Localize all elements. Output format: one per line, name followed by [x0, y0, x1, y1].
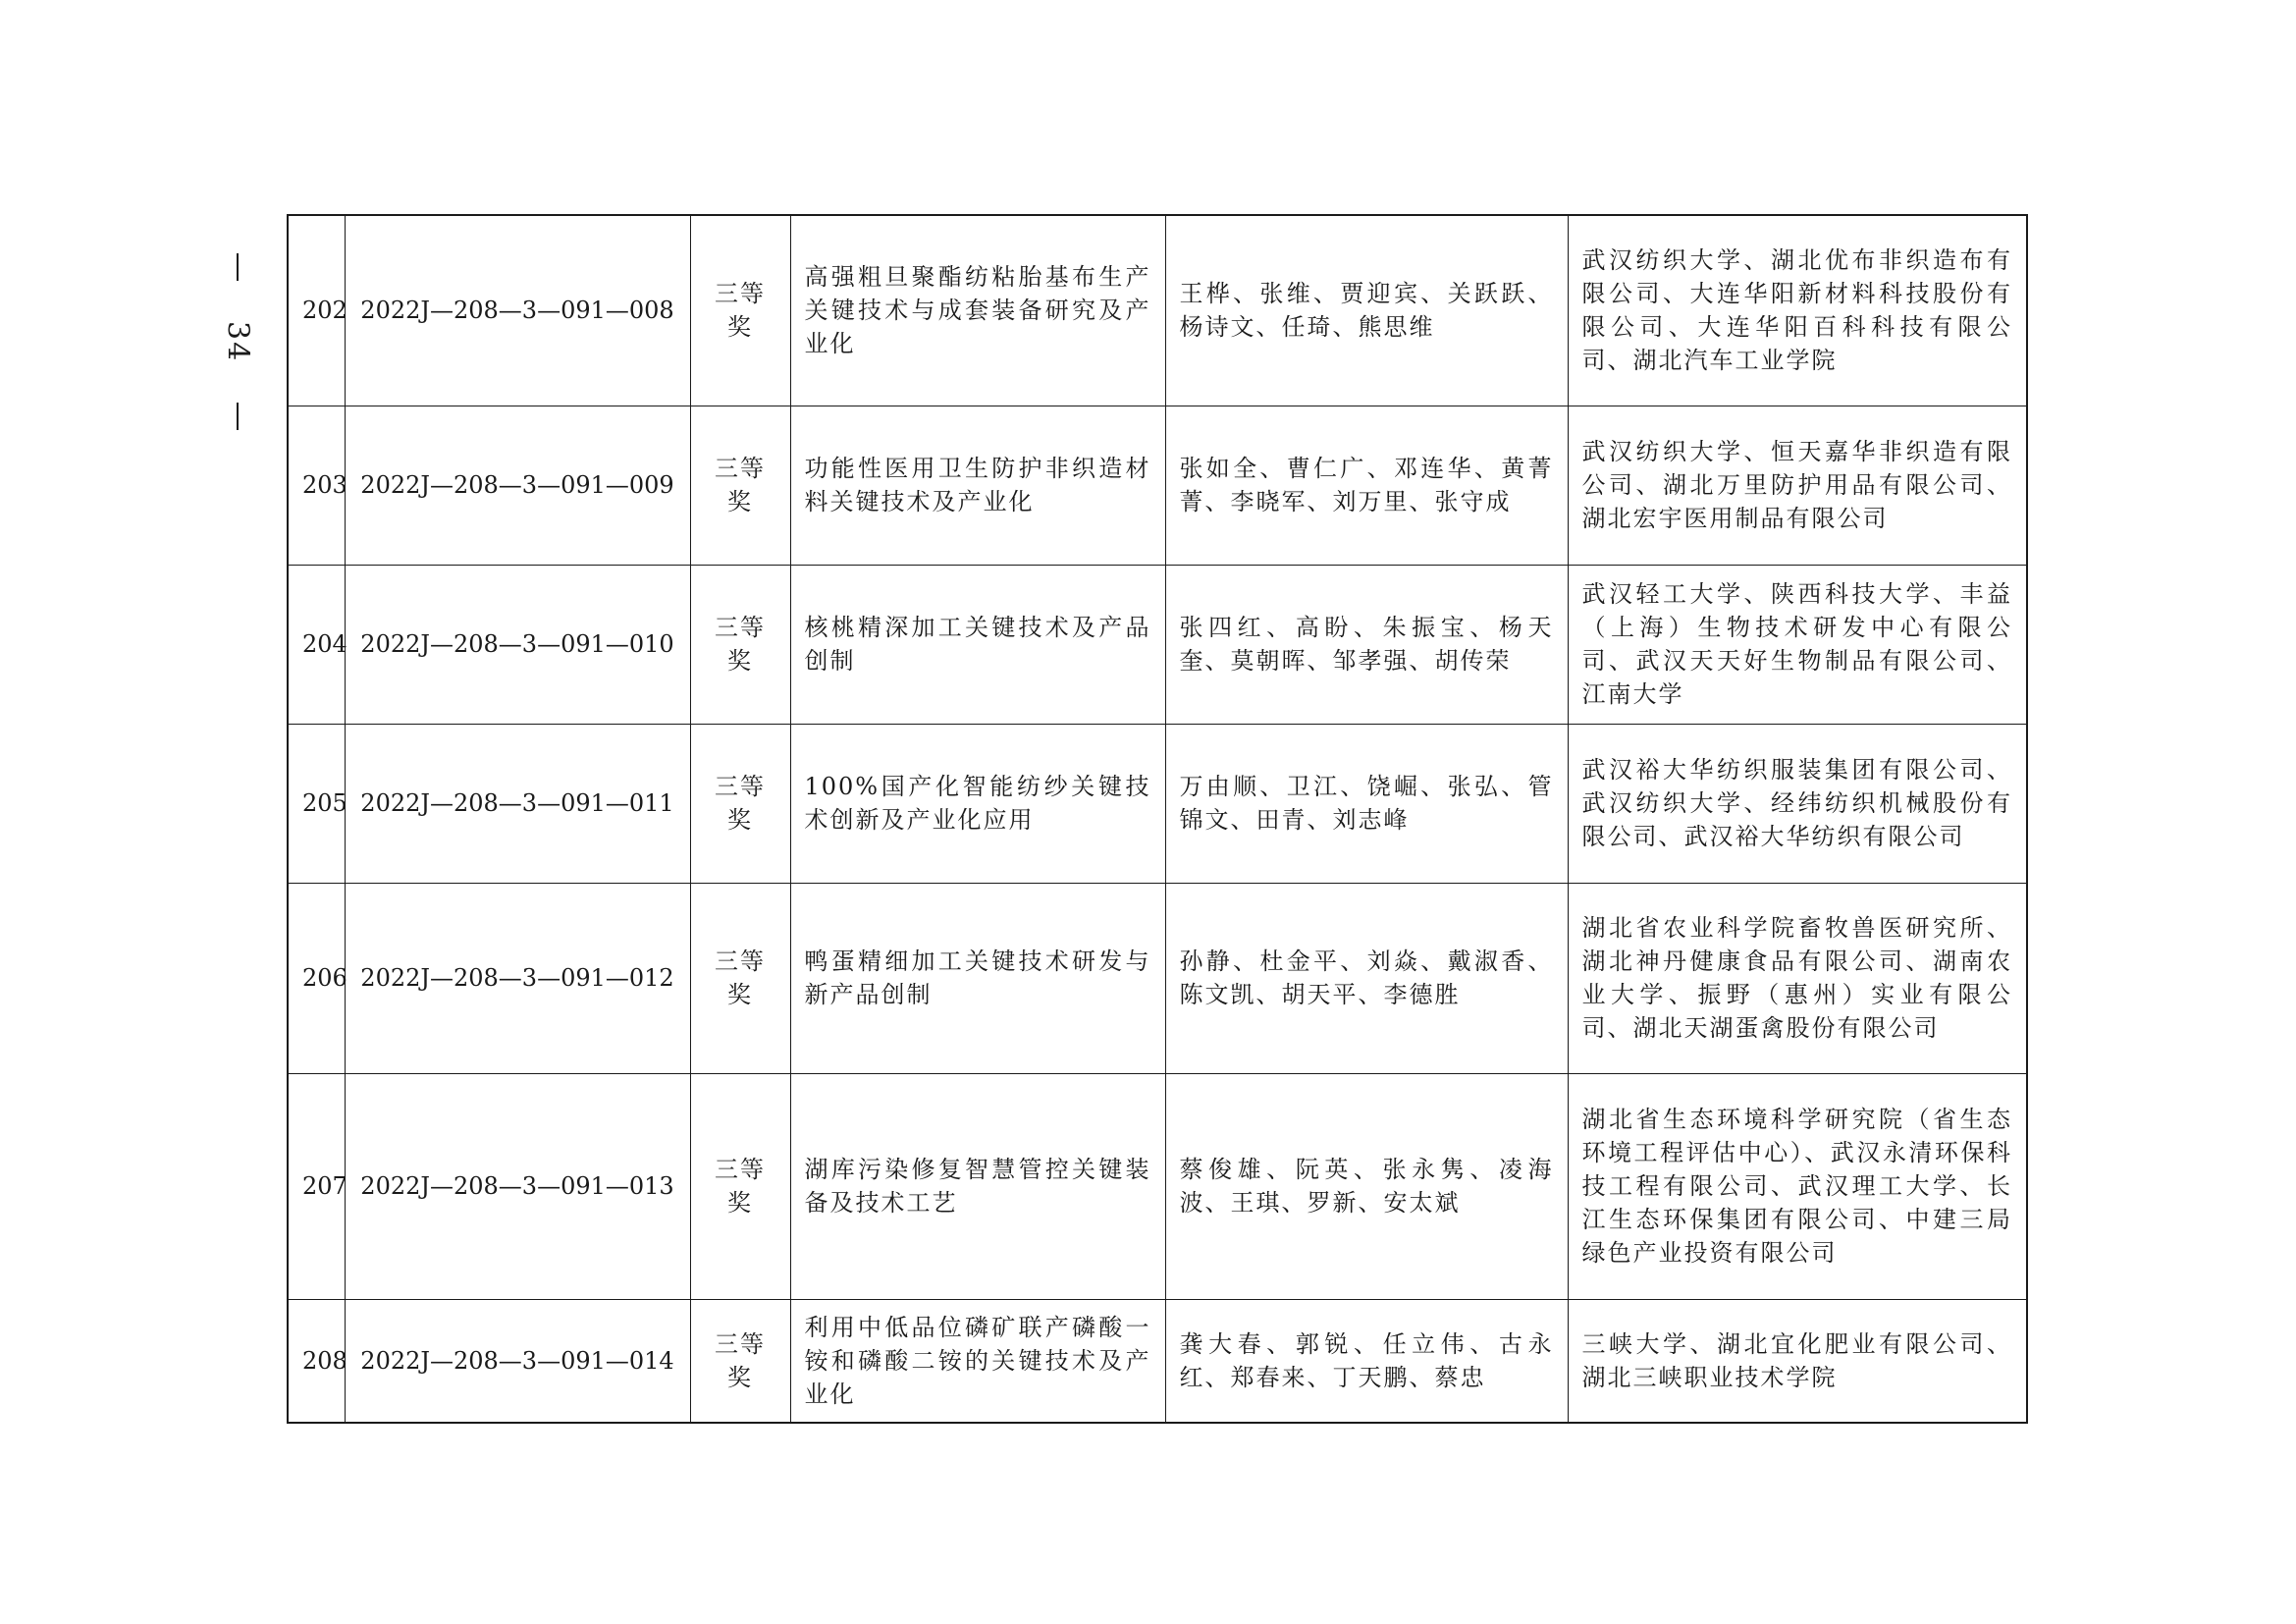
table-row — [288, 215, 2027, 406]
award-grade: 三等奖 — [690, 1073, 790, 1299]
table-row — [288, 1073, 2027, 1299]
award-code: 2022J—208—3—091—014 — [345, 1299, 690, 1423]
row-number: 207 — [288, 1073, 345, 1299]
award-grade: 三等奖 — [690, 883, 790, 1073]
project-name: 功能性医用卫生防护非织造材料关键技术及产业化 — [790, 406, 1165, 565]
completing-units: 湖北省农业科学院畜牧兽医研究所、湖北神丹健康食品有限公司、湖南农业大学、振野（惠州）实业有限公司、湖北天湖蛋禽股份有限公司 — [1568, 883, 2027, 1073]
row-number: 208 — [288, 1299, 345, 1423]
award-code: 2022J—208—3—091—010 — [345, 565, 690, 724]
main-contributors: 孙静、杜金平、刘焱、戴淑香、陈文凯、胡天平、李德胜 — [1165, 883, 1568, 1073]
award-grade: 三等奖 — [690, 215, 790, 406]
table-row — [288, 406, 2027, 565]
project-name: 核桃精深加工关键技术及产品创制 — [790, 565, 1165, 724]
completing-units: 武汉纺织大学、湖北优布非织造布有限公司、大连华阳新材料科技股份有限公司、大连华阳百科科技有限公司、湖北汽车工业学院 — [1568, 215, 2027, 406]
row-number: 206 — [288, 883, 345, 1073]
main-contributors: 蔡俊雄、阮英、张永隽、凌海波、王琪、罗新、安太斌 — [1165, 1073, 1568, 1299]
row-number: 203 — [288, 406, 345, 565]
award-grade: 三等奖 — [690, 565, 790, 724]
award-code: 2022J—208—3—091—008 — [345, 215, 690, 406]
project-name: 高强粗旦聚酯纺粘胎基布生产关键技术与成套装备研究及产业化 — [790, 215, 1165, 406]
table-row — [288, 724, 2027, 883]
project-name: 100%国产化智能纺纱关键技术创新及产业化应用 — [790, 724, 1165, 883]
award-code: 2022J—208—3—091—009 — [345, 406, 690, 565]
page-number — [208, 253, 267, 430]
award-code: 2022J—208—3—091—011 — [345, 724, 690, 883]
award-code: 2022J—208—3—091—013 — [345, 1073, 690, 1299]
award-code: 2022J—208—3—091—012 — [345, 883, 690, 1073]
award-table — [287, 214, 2028, 1424]
main-contributors: 万由顺、卫江、饶崛、张弘、管锦文、田青、刘志峰 — [1165, 724, 1568, 883]
project-name: 湖库污染修复智慧管控关键装备及技术工艺 — [790, 1073, 1165, 1299]
completing-units: 武汉裕大华纺织服装集团有限公司、武汉纺织大学、经纬纺织机械股份有限公司、武汉裕大华纺织有限公司 — [1568, 724, 2027, 883]
award-grade: 三等奖 — [690, 724, 790, 883]
row-number: 204 — [288, 565, 345, 724]
completing-units: 湖北省生态环境科学研究院（省生态环境工程评估中心）、武汉永清环保科技工程有限公司、武汉理工大学、长江生态环保集团有限公司、中建三局绿色产业投资有限公司 — [1568, 1073, 2027, 1299]
completing-units: 武汉轻工大学、陕西科技大学、丰益（上海）生物技术研发中心有限公司、武汉天天好生物制品有限公司、江南大学 — [1568, 565, 2027, 724]
page-number-value: 34 — [220, 320, 255, 363]
main-contributors: 张如全、曹仁广、邓连华、黄菁菁、李晓军、刘万里、张守成 — [1165, 406, 1568, 565]
project-name: 鸭蛋精细加工关键技术研发与新产品创制 — [790, 883, 1165, 1073]
main-contributors: 王桦、张维、贾迎宾、关跃跃、杨诗文、任琦、熊思维 — [1165, 215, 1568, 406]
main-contributors: 龚大春、郭锐、任立伟、古永红、郑春来、丁天鹏、蔡忠 — [1165, 1299, 1568, 1423]
main-contributors: 张四红、高盼、朱振宝、杨天奎、莫朝晖、邹孝强、胡传荣 — [1165, 565, 1568, 724]
project-name: 利用中低品位磷矿联产磷酸一铵和磷酸二铵的关键技术及产业化 — [790, 1299, 1165, 1423]
award-grade: 三等奖 — [690, 1299, 790, 1423]
table-row — [288, 1299, 2027, 1423]
row-number: 202 — [288, 215, 345, 406]
table-row — [288, 565, 2027, 724]
page-number-dash-bottom — [237, 403, 239, 430]
page-number-dash-top — [237, 253, 239, 281]
completing-units: 三峡大学、湖北宜化肥业有限公司、湖北三峡职业技术学院 — [1568, 1299, 2027, 1423]
table-row — [288, 883, 2027, 1073]
award-grade: 三等奖 — [690, 406, 790, 565]
row-number: 205 — [288, 724, 345, 883]
completing-units: 武汉纺织大学、恒天嘉华非织造有限公司、湖北万里防护用品有限公司、湖北宏宇医用制品有限公司 — [1568, 406, 2027, 565]
